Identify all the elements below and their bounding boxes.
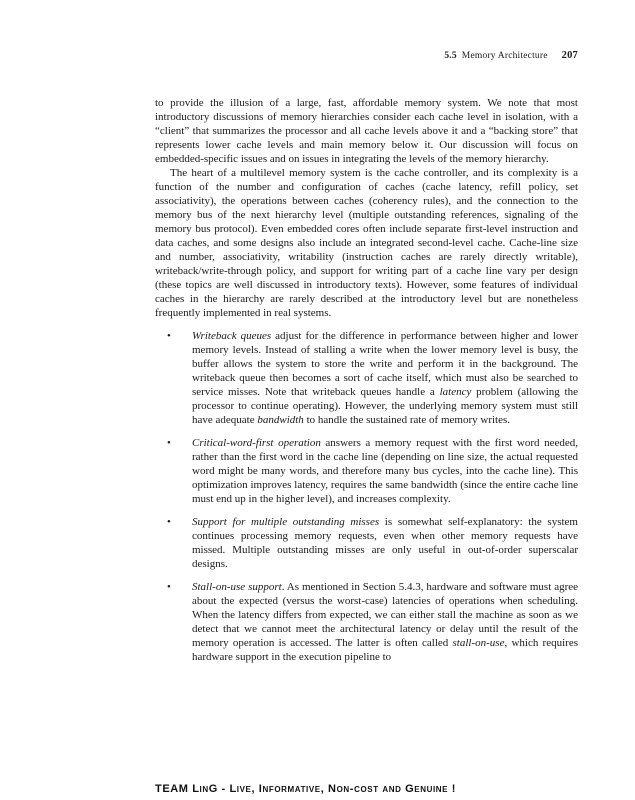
list-item-text: Stall-on-use support. As mentioned in Section 5.4.3, hardware and software must agree about the expected (versus the worst-case) latencies of operations when scheduling. When the latency differs from expected, we can either stall the machine as soon as we detect that we cannot meet the architectural latency or delay until the result of the memory operation is accessed. The latter is often called stall-on-use, which requires hardware support in the execution pipeline to: [192, 581, 578, 663]
list-item: [155, 329, 578, 427]
running-head: [444, 50, 578, 61]
page-number: 207: [561, 50, 578, 61]
page-body: [155, 96, 578, 673]
section-heading: [444, 51, 547, 61]
section-number: 5.5: [444, 51, 457, 61]
section-title: Memory Architecture: [461, 51, 548, 61]
bullet-marker: •: [167, 437, 171, 449]
list-item: [155, 515, 578, 571]
paragraph: to provide the illusion of a large, fast, affordable memory system. We note that most introductory discussions of memory hierarchies consider each cache level in isolation, with a “client” that summarizes the processor and all cache levels above it and a “backing store” that represents lower cache levels and main memory below it. Our discussion will focus on embedded-specific issues and on issues in integrating the levels of the memory hierarchy.: [155, 97, 578, 165]
list-item: [155, 580, 578, 664]
bullet-marker: •: [167, 330, 171, 342]
bullet-list: [155, 329, 578, 664]
list-item-text: Support for multiple outstanding misses is somewhat self-explanatory: the system continues processing memory requests, even when other memory requests have missed. Multiple outstanding misses are only useful in out-of-order superscalar designs.: [192, 516, 578, 570]
list-item-text: Writeback queues adjust for the difference in performance between higher and lower memory levels. Instead of stalling a write when the lower memory level is busy, the buffer allows the system to store the write and perform it in the background. The writeback queue then becomes a sort of cache itself, which must also be searched to service misses. Note that writeback queues handle a latency problem (allowing the processor to continue operating). However, the underlying memory system must still have adequate bandwidth to handle the sustained rate of memory writes.: [192, 330, 578, 426]
bullet-marker: •: [167, 581, 171, 593]
list-item-text: Critical-word-first operation answers a memory request with the first word needed, rather than the first word in the cache line (depending on line size, the actual requested word might be many words, and therefore many bus cycles, into the cache line). This optimization improves latency, requires the same bandwidth (since the entire cache line must end up in the higher level), and increases complexity.: [192, 437, 578, 505]
paragraph: The heart of a multilevel memory system is the cache controller, and its complexity is a function of the number and configuration of caches (cache latency, refill policy, set associativity), the operations between caches (coherency rules), and the connection to the memory bus of the next hierarchy level (multiple outstanding references, signaling of the memory bus protocol). Even embedded cores often include separate first-level instruction and data caches, and some designs also include an integrated second-level cache. Cache-line size and number, associativity, writability (instruction caches are rarely directly writable), writeback/write-through policy, and support for writing part of a cache line vary per design (these topics are well discussed in introductory texts). However, some features of individual caches in the hierarchy are rarely described at the introductory level but are nonetheless frequently implemented in real systems.: [155, 167, 578, 319]
list-item: [155, 436, 578, 506]
watermark-text: TEAM LinG - Live, Informative, Non-cost and Genuine !: [155, 783, 457, 795]
bullet-marker: •: [167, 516, 171, 528]
